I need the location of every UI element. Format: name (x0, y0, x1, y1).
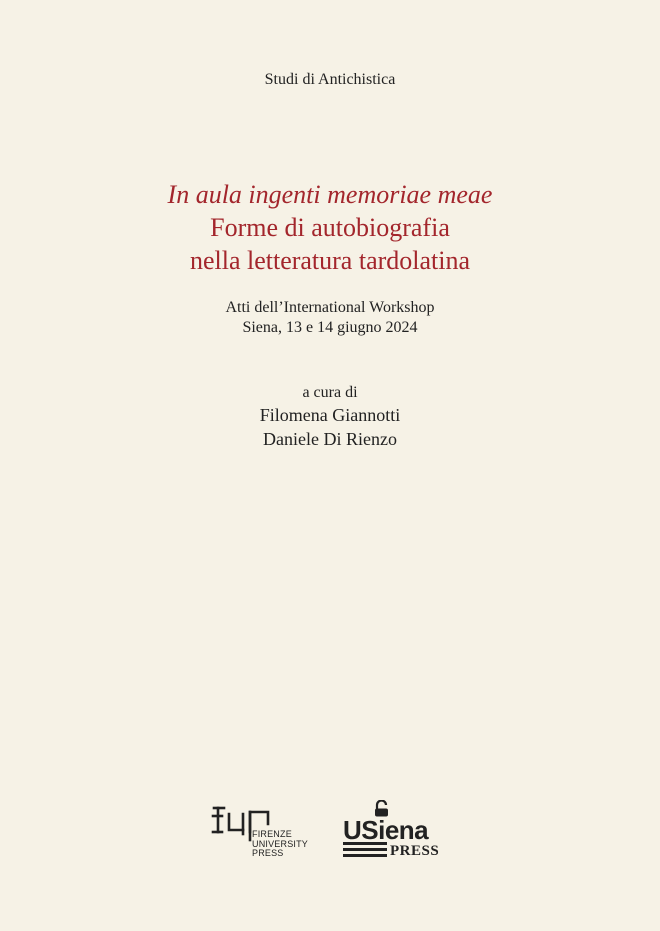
publisher-logos (0, 800, 660, 870)
title-line-3: nella letteratura tardolatina (189, 246, 471, 275)
fup-line: PRESS (252, 848, 284, 858)
book-title (0, 178, 660, 277)
series-title: Studi di Antichistica (264, 71, 396, 88)
proceedings-line-1: Atti dell’International Workshop (225, 299, 435, 316)
title-line-2: Forme di autobiografia (210, 213, 450, 242)
title-latin: In aula ingenti memoriae meae (167, 180, 493, 209)
fup-line: UNIVERSITY (252, 838, 309, 849)
proceedings-line-2: Siena, 13 e 14 giugno 2024 (242, 319, 418, 336)
editors-block (0, 383, 660, 451)
usiena-wordmark: USiena (343, 815, 429, 845)
fup-line: FIRENZE (252, 829, 292, 839)
fup-wordmark (252, 830, 308, 859)
editor-name: Filomena Giannotti (259, 405, 401, 425)
proceedings-info (0, 298, 660, 338)
editors-prefix: a cura di (302, 384, 358, 401)
editor-name: Daniele Di Rienzo (263, 429, 397, 449)
usiena-press-label: PRESS (390, 843, 440, 859)
